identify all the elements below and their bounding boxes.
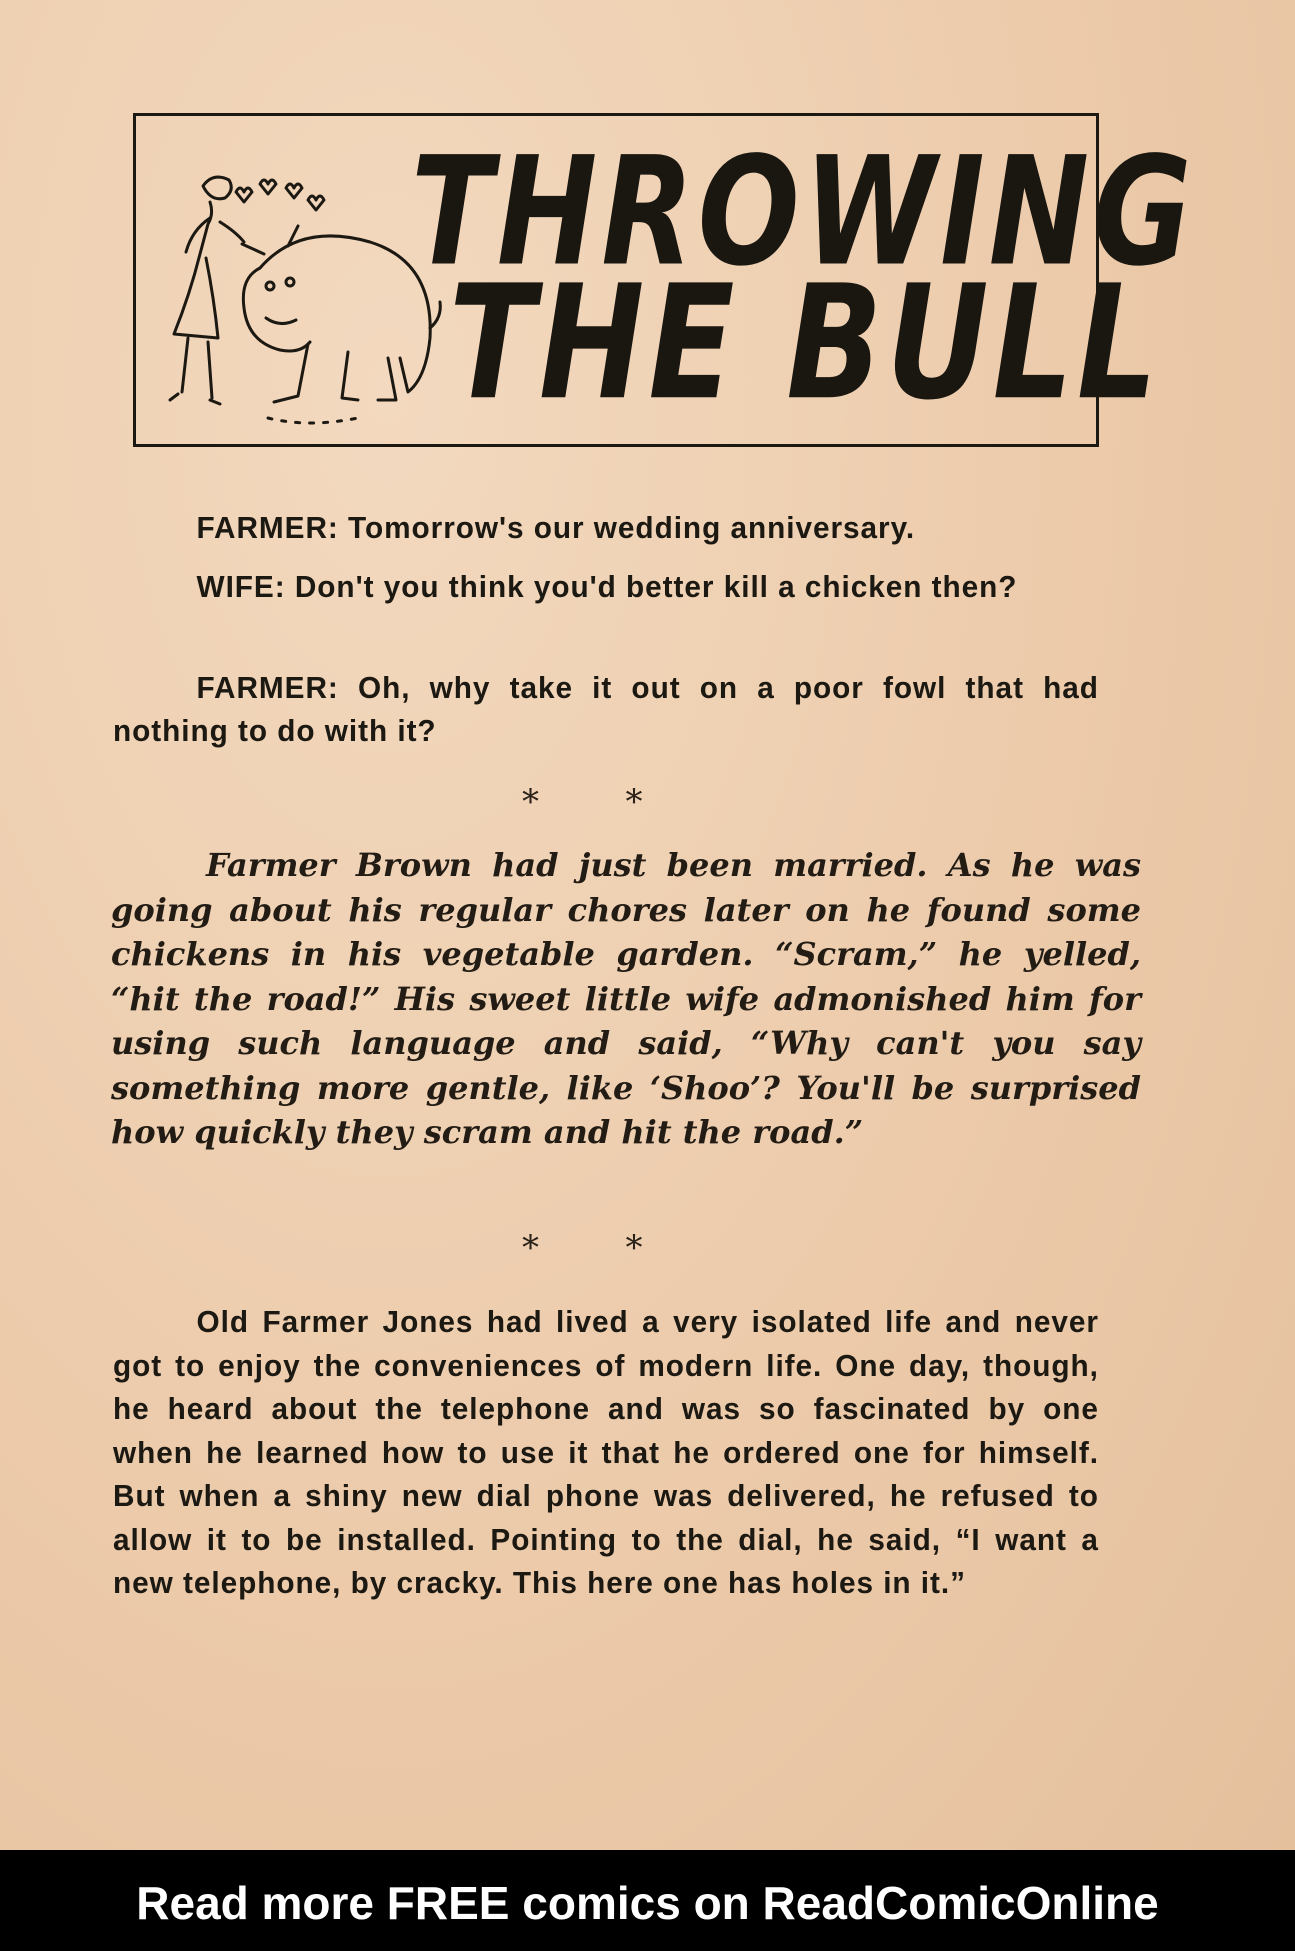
joke-1-line-2: WIFE: Don't you think you'd better kill a chicken then? bbox=[196, 569, 1018, 604]
joke-2-paragraph: Farmer Brown had just been married. As he was going about his regular chores later on he found some chickens in his vegetable garden. “Scram,” he yelled, “hit the road!” His sweet little wife admonished him for using such language and said, “Why can't you say something more gentle, like ‘Shoo’? You'll be surprised how quickly they scram and hit the road.” bbox=[111, 846, 1141, 1151]
separator-2: * * bbox=[522, 1228, 643, 1268]
title-panel bbox=[133, 113, 1196, 447]
joke-1-line-3: FARMER: Oh, why take it out on a poor fowl that had nothing to do with it? bbox=[113, 670, 1099, 748]
separator-1: * * bbox=[522, 782, 643, 822]
joke-1-line-1: FARMER: Tomorrow's our wedding anniversary. bbox=[196, 510, 916, 545]
promo-banner[interactable] bbox=[0, 1850, 1295, 1951]
joke-3-paragraph: Old Farmer Jones had lived a very isolated life and never got to enjoy the conveniences of modern life. One day, though, he heard about the telephone and was so fascinated by one when he learned how to use it that he ordered one for himself. But when a shiny new dial phone was delivered, he refused to allow it to be installed. Pointing to the dial, he said, “I want a new telephone, by cracky. This here one has holes in it.” bbox=[113, 1304, 1099, 1600]
woman-and-bull-cartoon-icon bbox=[148, 158, 448, 438]
title-line-2: THE BULL bbox=[449, 251, 1162, 435]
title-line-1: THROWING bbox=[411, 126, 1196, 300]
promo-banner-text[interactable]: Read more FREE comics on ReadComicOnline bbox=[136, 1877, 1159, 1929]
